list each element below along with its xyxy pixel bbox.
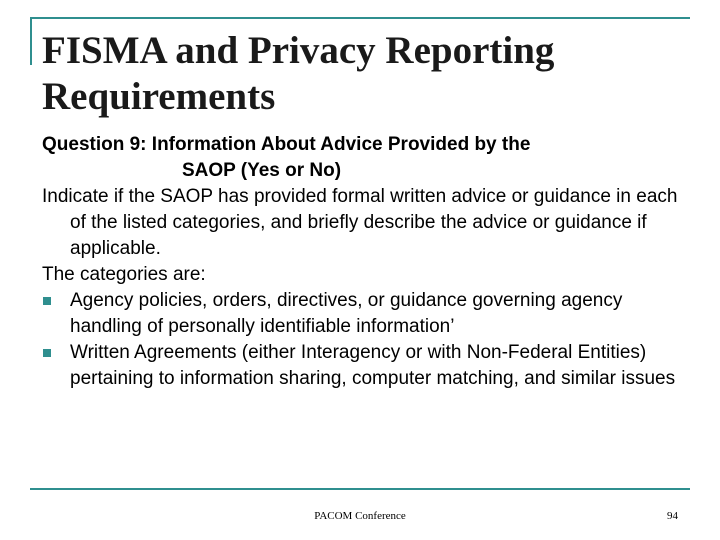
question-line-1: Question 9: Information About Advice Provided by the <box>42 134 531 155</box>
left-rule <box>30 17 32 65</box>
instruction-paragraph: Indicate if the SAOP has provided formal written advice or guidance in each of the listed categories, and briefly describe the advice or guidance if applicable. <box>42 186 678 259</box>
slide-body <box>42 132 692 392</box>
categories-intro: The categories are: <box>42 264 206 285</box>
top-rule <box>30 17 690 19</box>
square-bullet-icon <box>43 349 51 357</box>
list-item <box>42 288 692 340</box>
category-list <box>42 288 692 392</box>
square-bullet-icon <box>43 297 51 305</box>
bullet-text: Written Agreements (either Interagency or with Non-Federal Entities) pertaining to information sharing, computer matching, and similar issues <box>70 342 676 389</box>
bottom-rule <box>30 488 690 490</box>
question-line-2: SAOP (Yes or No) <box>182 160 342 181</box>
bullet-text: Agency policies, orders, directives, or guidance governing agency handling of personally identifiable information’ <box>70 290 623 337</box>
list-item <box>42 340 692 392</box>
question-heading <box>42 132 692 184</box>
page-number: 94 <box>667 510 678 522</box>
slide-title: FISMA and Privacy Reporting Requirements <box>42 29 555 118</box>
footer-text: PACOM Conference <box>314 510 406 522</box>
